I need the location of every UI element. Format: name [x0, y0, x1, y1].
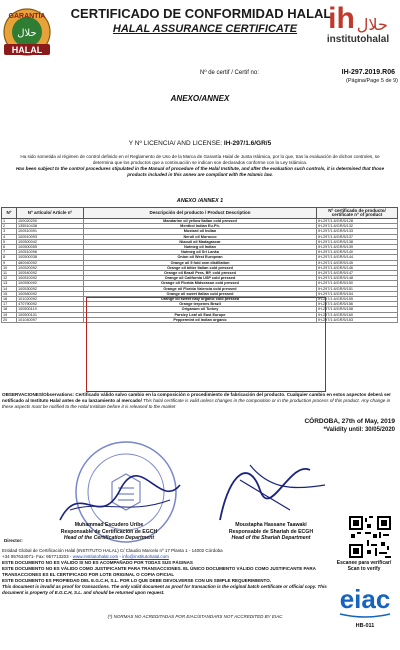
- row-certificate: IH-297/1.6/GR/5/138: [317, 239, 398, 244]
- row-description: Orange oil Brazil Pera, BP, cold pressed: [84, 271, 317, 276]
- observations-en: This halal certificate is valid unless changes in the composition or in the production process of this product. Any change in these aspects must be notified to the Halal Institute before it is released to the market: [2, 398, 391, 409]
- footer-line-2: ESTE DOCUMENTO NO ES VÁLIDO COMO JUSTIFICANTE PARA TRANSACCIONES. EL ÚNICO DOCUMENTO VÁLIDO COMO JUSTIFICANTE PARA TRANSACCIONES ES EL CERTIFICADO POR LOTE ORIGINAL O COPIA OFICIAL: [2, 566, 316, 577]
- row-description: Orange oil bitter Italian cold pressed: [84, 265, 317, 270]
- row-description: Orange oil California USP cold pressed: [84, 276, 317, 281]
- certificate-number-row: [200, 69, 395, 76]
- row-article: 470790092: [17, 302, 84, 307]
- row-description: Onion oil West European: [84, 255, 317, 260]
- row-number: 13: [2, 281, 17, 286]
- annex-title: ANEXO/ANNEX: [170, 94, 230, 103]
- row-article: 100500101: [17, 312, 84, 317]
- row-number: 15: [2, 291, 17, 296]
- row-article: 100540092: [17, 271, 84, 276]
- row-certificate: IH-297/1.6/GR/5/154: [317, 291, 398, 296]
- scan-es: Escanee para verificar/: [336, 560, 392, 566]
- observations-es: OBSERVACIONES/Observations: Certificado válido salvo cambio en la composición o procedimiento de fabricación del producto. Cualquier cambio en estos aspectos deberá ser notificado al Instituto Halal antes de su lanzamiento al mercado/: [2, 392, 391, 403]
- row-certificate: IH-297/1.6/GR/5/144: [317, 255, 398, 260]
- row-number: 11: [2, 271, 17, 276]
- eiac-logo: [332, 578, 398, 620]
- row-article: 100550092: [17, 281, 84, 286]
- scan-en: Scan to verify: [347, 566, 381, 572]
- footer-address: Entidad Global de Certificación Halal (INSTITUTO HALAL) C/ Claudio Marcelo nº 17 Planta 1 - 14002 Córdoba: [2, 548, 223, 553]
- logo-right-main: ih: [328, 2, 355, 35]
- logo-right-sub: institutohalal: [326, 34, 390, 45]
- eiac-code: HB-011: [355, 623, 375, 629]
- row-description: Orange oil Florida Valencia cold pressed: [84, 286, 317, 291]
- footer-phone: +34 957634071- Fax: 957713203 -: [2, 554, 72, 559]
- row-certificate: IH-297/1.6/GR/5/151: [317, 286, 398, 291]
- row-number: 19: [2, 312, 17, 317]
- row-certificate: IH-297/1.6/GR/5/163: [317, 317, 398, 322]
- page-indicator: (Página/Page 5 de 9): [346, 78, 398, 84]
- row-number: 9: [2, 260, 17, 265]
- footer-line-4: This document is invalid as proof for transactions. The only valid document as proof for transaction is the original batch certificate or official copy. This document is property of E.G.C.H, S.L. and should be returned upon request.: [2, 584, 327, 595]
- footer-line-1: ESTE DOCUMENTO NO ES VÁLIDO SI NO ES ACOMPAÑADO POR TODAS SUS PÁGINAS: [2, 560, 193, 565]
- row-article: 101040097: [17, 317, 84, 322]
- row-number: 3: [2, 229, 17, 234]
- row-certificate: IH-297/1.6/GR/5/139: [317, 245, 398, 250]
- signatory-left: [34, 522, 184, 542]
- signature-left: [40, 470, 200, 530]
- row-article: 100510093: [17, 234, 84, 239]
- eiac-name: eiac: [339, 584, 391, 614]
- signatory-left-name: Muhammad Escudero Uribe: [74, 522, 144, 528]
- logo-left-top-text: GARANTÍA: [8, 13, 46, 20]
- row-number: 2: [2, 224, 17, 229]
- row-number: 16: [2, 297, 17, 302]
- qr-code-icon[interactable]: [349, 516, 391, 558]
- row-number: 17: [2, 302, 17, 307]
- row-certificate: IH-297/1.6/GR/5/146: [317, 265, 398, 270]
- row-number: 6: [2, 245, 17, 250]
- row-article: 100020200: [17, 219, 84, 224]
- row-certificate: IH-297/1.6/GR/5/132: [317, 224, 398, 229]
- row-description: Orange oil 5 fold oxm distillation: [84, 260, 317, 265]
- row-number: 5: [2, 239, 17, 244]
- row-certificate: IH-297/1.6/GR/5/150: [317, 281, 398, 286]
- row-certificate: IH-297/1.6/GR/5/156: [317, 302, 398, 307]
- row-number: 12: [2, 276, 17, 281]
- title-english: HALAL ASSURANCE CERTIFICATE: [112, 23, 298, 35]
- row-article: 100500042: [17, 239, 84, 244]
- row-description: Orange terpenes Brazil: [84, 302, 317, 307]
- row-article: 100500055: [17, 245, 84, 250]
- svg-text:حلال: حلال: [17, 28, 37, 39]
- row-certificate: IH-297/1.6/GR/5/158: [317, 307, 398, 312]
- row-article: 100500038: [17, 255, 84, 260]
- row-number: 1: [2, 219, 17, 224]
- signatory-right-role-es: Responsable de Shariah de ECGH: [228, 528, 314, 535]
- row-certificate: IH-297/1.6/GR/5/145: [317, 260, 398, 265]
- license-line: [60, 140, 340, 147]
- row-description: Orange oil Florida Midseason cold pressed: [84, 281, 317, 286]
- cert-label: Nº de certif / Certif no:: [200, 70, 259, 76]
- accreditation-note: (*) NORMAS NO ACREDITADAS POR EIAC/STANDARS NOT ACCREDITED BY EIAC: [107, 614, 283, 619]
- validity-date: *Validity until: 30/05/2020: [323, 427, 395, 433]
- instituto-halal-logo: [318, 4, 398, 54]
- row-description: Parsley Leaf oil East Europe: [84, 312, 317, 317]
- row-description: Orange oil sweet Italian cold pressed: [84, 291, 317, 296]
- row-certificate: IH-297/1.6/GR/5/137: [317, 234, 398, 239]
- row-article: 100500119: [17, 307, 84, 312]
- intro-text: [14, 154, 386, 178]
- header-article: Nº artículo/ Article nº: [17, 208, 84, 219]
- signatory-right-role-en: Head of the Shariah Department: [231, 535, 311, 541]
- header-description: Descripción del producto / Product Description: [84, 208, 317, 219]
- signatory-left-role-en: Head of the Certification Department: [63, 535, 155, 541]
- director-label: Director:: [4, 538, 23, 543]
- row-article: 100560092: [17, 291, 84, 296]
- observations: [2, 392, 398, 410]
- row-article: 100510096: [17, 250, 84, 255]
- scan-to-verify: [330, 560, 398, 572]
- signatory-right-name: Moustapha Hassane Taawaki: [235, 522, 307, 528]
- row-certificate: IH-297/1.6/GR/5/140: [317, 250, 398, 255]
- row-description: Neroli oil Morocco: [84, 234, 317, 239]
- footer-contact: +34 957634071- Fax: 957713203 - www.institutohalal.com - info@institutohalal.com: [2, 554, 169, 559]
- row-number: 14: [2, 286, 17, 291]
- row-article: 480940092: [17, 260, 84, 265]
- place-date: CÓRDOBA, 27th of May, 2019: [304, 418, 395, 425]
- row-article: 100520092: [17, 265, 84, 270]
- row-certificate: IH-297/1.6/GR/5/128: [317, 219, 398, 224]
- row-certificate: IH-297/1.6/GR/5/133: [317, 229, 398, 234]
- intro-english: Has been subject to the control procedures stipulated in the Manual of procedure of the Halal Institute, and after the evaluation such controls, it is determined that those products included in this annex are compliant with the Islamic law.: [15, 166, 385, 177]
- footer: [2, 548, 332, 596]
- row-article: 135510438: [17, 224, 84, 229]
- row-certificate: IH-297/1.6/GR/5/160: [317, 312, 398, 317]
- row-number: 20: [2, 317, 17, 322]
- row-certificate: IH-297/1.6/GR/5/155: [317, 297, 398, 302]
- row-description: Mustard oil Indian: [84, 229, 317, 234]
- highlight-box: [86, 297, 326, 392]
- row-number: 18: [2, 307, 17, 312]
- garantia-halal-logo: [2, 6, 52, 64]
- row-description: Orange oil sweet Italy organic cold pressed: [84, 297, 317, 302]
- footer-web-link[interactable]: www.institutohalal.com: [72, 554, 119, 559]
- license-value: IH-297/1.6/GR/5: [223, 140, 272, 147]
- row-description: Mandarine oil yellow Italian cold pressed: [84, 219, 317, 224]
- footer-line-3: ESTE DOCUMENTO ES PROPIEDAD DEL E.G.C.H, S.L. POR LO QUE DEBE DEVOLVERSE CON UN SIMPLE REQUERIMIENTO.: [2, 578, 271, 583]
- row-number: 8: [2, 255, 17, 260]
- row-certificate: IH-297/1.6/GR/5/148: [317, 276, 398, 281]
- table-header-row: [2, 208, 398, 219]
- logo-left-bottom-text: HALAL: [11, 45, 43, 55]
- row-number: 4: [2, 234, 17, 239]
- row-description: Origanum oil Turkey: [84, 307, 317, 312]
- row-description: Nutmeg oil Indian: [84, 245, 317, 250]
- title-spanish: CERTIFICADO DE CONFORMIDAD HALAL: [70, 6, 332, 21]
- header-n: Nº: [2, 208, 17, 219]
- row-article: 101020092: [17, 297, 84, 302]
- cert-number: IH-297.2019.R06: [341, 69, 395, 76]
- license-label: Y Nº LICENCIA/ AND LICENSE:: [128, 140, 223, 147]
- signatory-right: [196, 522, 346, 542]
- intro-spanish: Ha sido sometida al régimen de control definido en el Reglamento de Uso de la Marca de Garantía Halal de Junta Islámica, por lo que, tras la evaluación de dichos controles, se determina que los productos que a continuación se indican son declarados conforme con la Ley Islámica.: [20, 154, 380, 165]
- row-description: Nutmeg oil Sri Lanka: [84, 250, 317, 255]
- annex-table-title: ANEXO /ANNEX 1: [176, 198, 224, 204]
- row-description: Menthol Indian Eu.Ph.: [84, 224, 317, 229]
- row-description: Niaouli oil Madagascar: [84, 239, 317, 244]
- signatory-left-role-es: Responsable de Certificación de EGCH: [60, 528, 158, 535]
- crescent-icon: حلال: [356, 15, 388, 34]
- footer-email-link[interactable]: info@institutohalal.com: [122, 554, 169, 559]
- row-description: Peppermint oil Indian organic: [84, 317, 317, 322]
- row-article: 100510091: [17, 229, 84, 234]
- row-number: 7: [2, 250, 17, 255]
- row-number: 10: [2, 265, 17, 270]
- row-article: 100510092: [17, 276, 84, 281]
- header-cert: Nº certificado de producto/ certificate nº of product: [317, 208, 398, 219]
- row-certificate: IH-297/1.6/GR/5/147: [317, 271, 398, 276]
- row-article: 100530092: [17, 286, 84, 291]
